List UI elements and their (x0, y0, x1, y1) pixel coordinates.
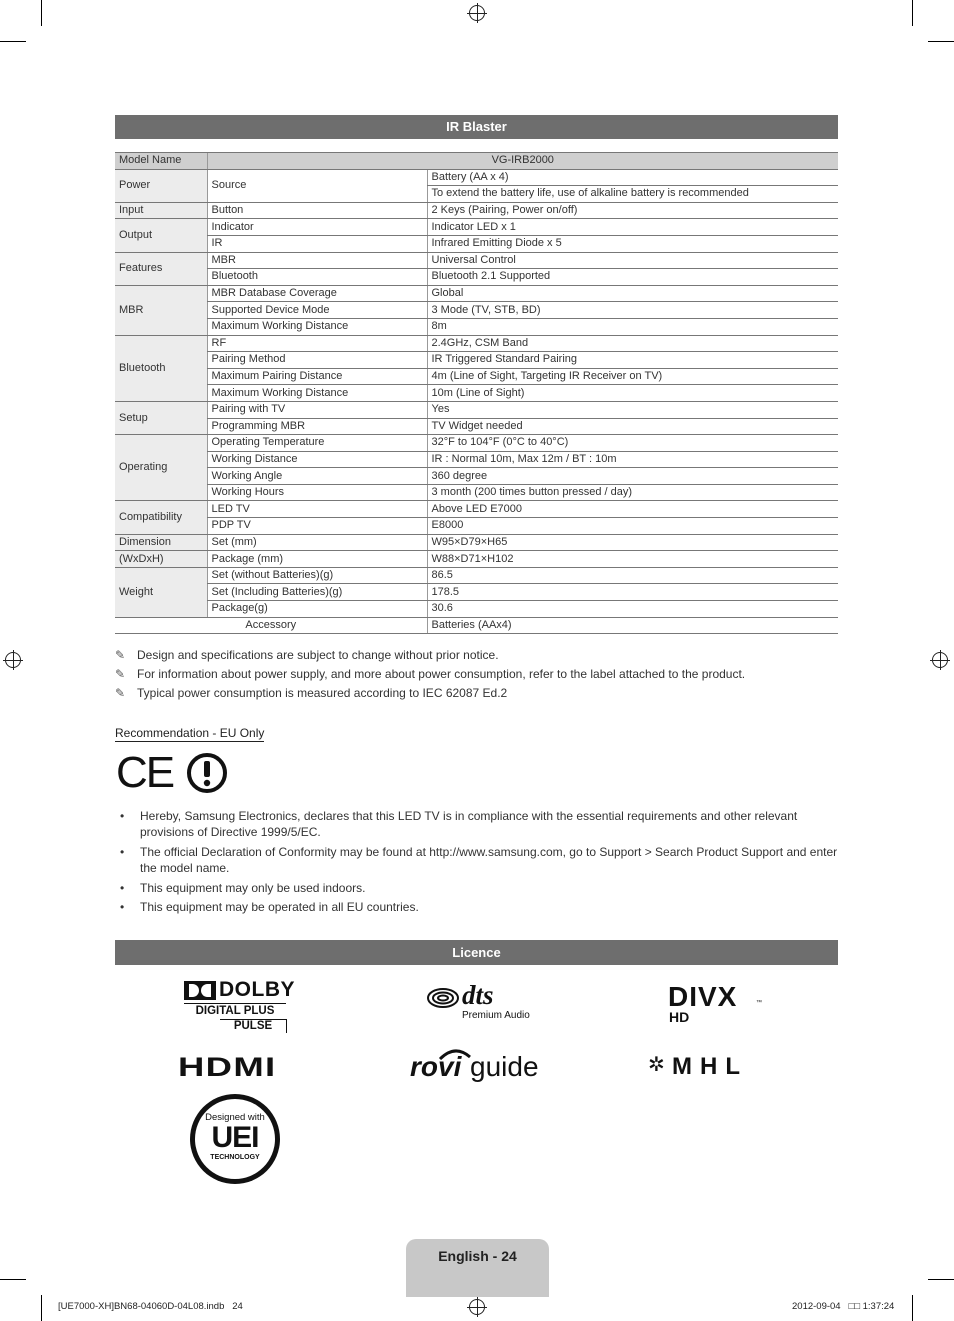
spec-value: 86.5 (427, 567, 838, 584)
bullet-dot-icon: • (120, 881, 125, 895)
bullet-item: • Hereby, Samsung Electronics, declares that this LED TV is in compliance with the essential requirements and other relevant provisions of Directive 1999/5/EC. (120, 809, 798, 839)
spec-value: 178.5 (427, 584, 838, 601)
table-row (115, 518, 838, 535)
table-row (115, 468, 838, 485)
section-header-ir-blaster: IR Blaster (115, 115, 838, 139)
crop-mark (41, 0, 42, 26)
table-row (115, 202, 838, 219)
spec-subcategory: Pairing Method (207, 352, 427, 369)
footer-print-date: 2012-09-04 □□ 1:37:24 (792, 1301, 895, 1312)
spec-subcategory: Pairing with TV (207, 401, 427, 418)
crop-mark (0, 1279, 26, 1280)
spec-subcategory: Working Distance (207, 451, 427, 468)
spec-value: Yes (427, 401, 838, 418)
spec-value: 4m (Line of Sight, Targeting IR Receiver on TV) (427, 368, 838, 385)
spec-value: Global (427, 285, 838, 302)
spec-value: E8000 (427, 518, 838, 535)
crop-mark (928, 41, 954, 42)
spec-category: Bluetooth (115, 335, 207, 401)
note-item: ✎ For information about power supply, and more about power consumption, refer to the label attached to the product. (115, 667, 746, 681)
table-row (115, 269, 838, 286)
spec-category: Model Name (115, 153, 207, 170)
spec-subcategory: MBR Database Coverage (207, 285, 427, 302)
spec-subcategory: Set (Including Batteries)(g) (207, 584, 427, 601)
bullet-item: • The official Declaration of Conformity may be found at http://www.samsung.com, go to Support > Search Product Support and enter the model name. (120, 845, 838, 875)
spec-value: 32°F to 104°F (0°C to 40°C) (427, 435, 838, 452)
crop-mark (928, 1279, 954, 1280)
spec-subcategory: IR (207, 235, 427, 252)
spec-category: Compatibility (115, 501, 207, 534)
spec-subcategory: Maximum Working Distance (207, 385, 427, 402)
table-row (115, 169, 838, 186)
table-row (115, 617, 838, 634)
spec-value: Indicator LED x 1 (427, 219, 838, 236)
crop-mark (912, 1295, 913, 1321)
table-row (115, 285, 838, 302)
table-row (115, 219, 838, 236)
dts-wave-icon (426, 987, 460, 1009)
pencil-icon: ✎ (115, 648, 126, 662)
spec-value: 8m (427, 318, 838, 335)
rovi-guide-logo: rovi guide (410, 1048, 546, 1084)
spec-category: Power (115, 169, 207, 202)
spec-subcategory: Button (207, 202, 427, 219)
spec-subcategory: Maximum Pairing Distance (207, 368, 427, 385)
table-row (115, 451, 838, 468)
spec-category: Setup (115, 401, 207, 434)
spec-subcategory: Working Angle (207, 468, 427, 485)
table-row (115, 484, 838, 501)
dts-logo: dts Premium Audio (426, 984, 536, 1024)
spec-value: IR : Normal 10m, Max 12m / BT : 10m (427, 451, 838, 468)
spec-category: MBR (115, 285, 207, 335)
bullet-dot-icon: • (120, 809, 125, 823)
table-row (115, 252, 838, 269)
table-row (115, 352, 838, 369)
spec-value: 10m (Line of Sight) (427, 385, 838, 402)
spec-subcategory: Set (mm) (207, 534, 427, 551)
note-item: ✎ Design and specifications are subject to change without prior notice. (115, 648, 499, 662)
spec-subcategory: LED TV (207, 501, 427, 518)
spec-value: To extend the battery life, use of alkaline battery is recommended (427, 186, 838, 203)
table-row (115, 368, 838, 385)
divx-hd-logo: DIVX ™ HD (668, 981, 762, 1025)
spec-category: Input (115, 202, 207, 219)
spec-category: Output (115, 219, 207, 252)
spec-subcategory: Package(g) (207, 601, 427, 618)
spec-value: Infrared Emitting Diode x 5 (427, 235, 838, 252)
ce-mark-icon: CE (116, 748, 174, 797)
spec-category: Accessory (115, 617, 427, 634)
table-row (115, 302, 838, 319)
spec-value: 360 degree (427, 468, 838, 485)
spec-value: Above LED E7000 (427, 501, 838, 518)
spec-subcategory: Indicator (207, 219, 427, 236)
spec-value: Universal Control (427, 252, 838, 269)
spec-value: TV Widget needed (427, 418, 838, 435)
mhl-star-icon: ✲ (648, 1054, 665, 1076)
table-row (115, 601, 838, 618)
table-row (115, 318, 838, 335)
table-row (115, 401, 838, 418)
spec-subcategory: MBR (207, 252, 427, 269)
spec-value: W95×D79×H65 (427, 534, 838, 551)
page-number: English - 24 (438, 1248, 517, 1264)
dolby-logo: DOLBY DIGITAL PLUS PULSE (184, 979, 288, 1033)
spec-subcategory: Source (207, 169, 427, 202)
table-row (115, 551, 838, 568)
mhl-logo: ✲ MHL (648, 1053, 748, 1080)
spec-category: (WxDxH) (115, 551, 207, 568)
table-row (115, 385, 838, 402)
spec-value: IR Triggered Standard Pairing (427, 352, 838, 369)
spec-category: Dimension (115, 534, 207, 551)
bullet-dot-icon: • (120, 845, 125, 859)
spec-value: Bluetooth 2.1 Supported (427, 269, 838, 286)
alert-mark-icon (186, 752, 228, 794)
spec-value: 2 Keys (Pairing, Power on/off) (427, 202, 838, 219)
table-row (115, 584, 838, 601)
table-row (115, 235, 838, 252)
spec-value: 3 Mode (TV, STB, BD) (427, 302, 838, 319)
bullet-item: • This equipment may be operated in all EU countries. (120, 900, 419, 914)
spec-subcategory: Package (mm) (207, 551, 427, 568)
crop-mark (912, 0, 913, 26)
spec-table (115, 152, 838, 634)
pencil-icon: ✎ (115, 686, 126, 700)
bullet-item: • This equipment may only be used indoors. (120, 881, 366, 895)
table-row (115, 534, 838, 551)
table-row (115, 501, 838, 518)
table-row (115, 335, 838, 352)
table-row (115, 435, 838, 452)
spec-category: Operating (115, 435, 207, 501)
spec-category: Weight (115, 567, 207, 617)
table-row (115, 567, 838, 584)
spec-subcategory: RF (207, 335, 427, 352)
footer-file-name: [UE7000-XH]BN68-04060D-04L08.indb 24 (58, 1301, 243, 1312)
registration-mark-icon (469, 5, 485, 21)
spec-value: Batteries (AAx4) (427, 617, 838, 634)
spec-subcategory: Bluetooth (207, 269, 427, 286)
spec-value: Battery (AA x 4) (427, 169, 838, 186)
note-item: ✎ Typical power consumption is measured according to IEC 62087 Ed.2 (115, 686, 508, 700)
spec-subcategory: Programming MBR (207, 418, 427, 435)
spec-model-value: VG-IRB2000 (207, 153, 838, 170)
spec-value: 3 month (200 times button pressed / day) (427, 484, 838, 501)
spec-subcategory: Set (without Batteries)(g) (207, 567, 427, 584)
spec-subcategory: Operating Temperature (207, 435, 427, 452)
recommendation-heading: Recommendation - EU Only (115, 726, 265, 740)
section-header-licence: Licence (115, 940, 838, 965)
registration-mark-icon (469, 1299, 485, 1315)
spec-value: 30.6 (427, 601, 838, 618)
crop-mark (41, 1295, 42, 1321)
bullet-dot-icon: • (120, 900, 125, 914)
hdmi-logo: HDMI (178, 1052, 277, 1082)
uei-logo: Designed with UEI TECHNOLOGY (190, 1094, 280, 1184)
spec-subcategory: PDP TV (207, 518, 427, 535)
page-label-tab (406, 1239, 549, 1297)
dolby-dd-icon (184, 981, 216, 1000)
spec-subcategory: Maximum Working Distance (207, 318, 427, 335)
table-row (115, 418, 838, 435)
registration-mark-icon (932, 652, 948, 668)
spec-value: 2.4GHz, CSM Band (427, 335, 838, 352)
crop-mark (0, 41, 26, 42)
registration-mark-icon (5, 652, 21, 668)
pencil-icon: ✎ (115, 667, 126, 681)
spec-subcategory: Working Hours (207, 484, 427, 501)
table-row (115, 153, 838, 170)
spec-category: Features (115, 252, 207, 285)
spec-subcategory: Supported Device Mode (207, 302, 427, 319)
spec-value: W88×D71×H102 (427, 551, 838, 568)
